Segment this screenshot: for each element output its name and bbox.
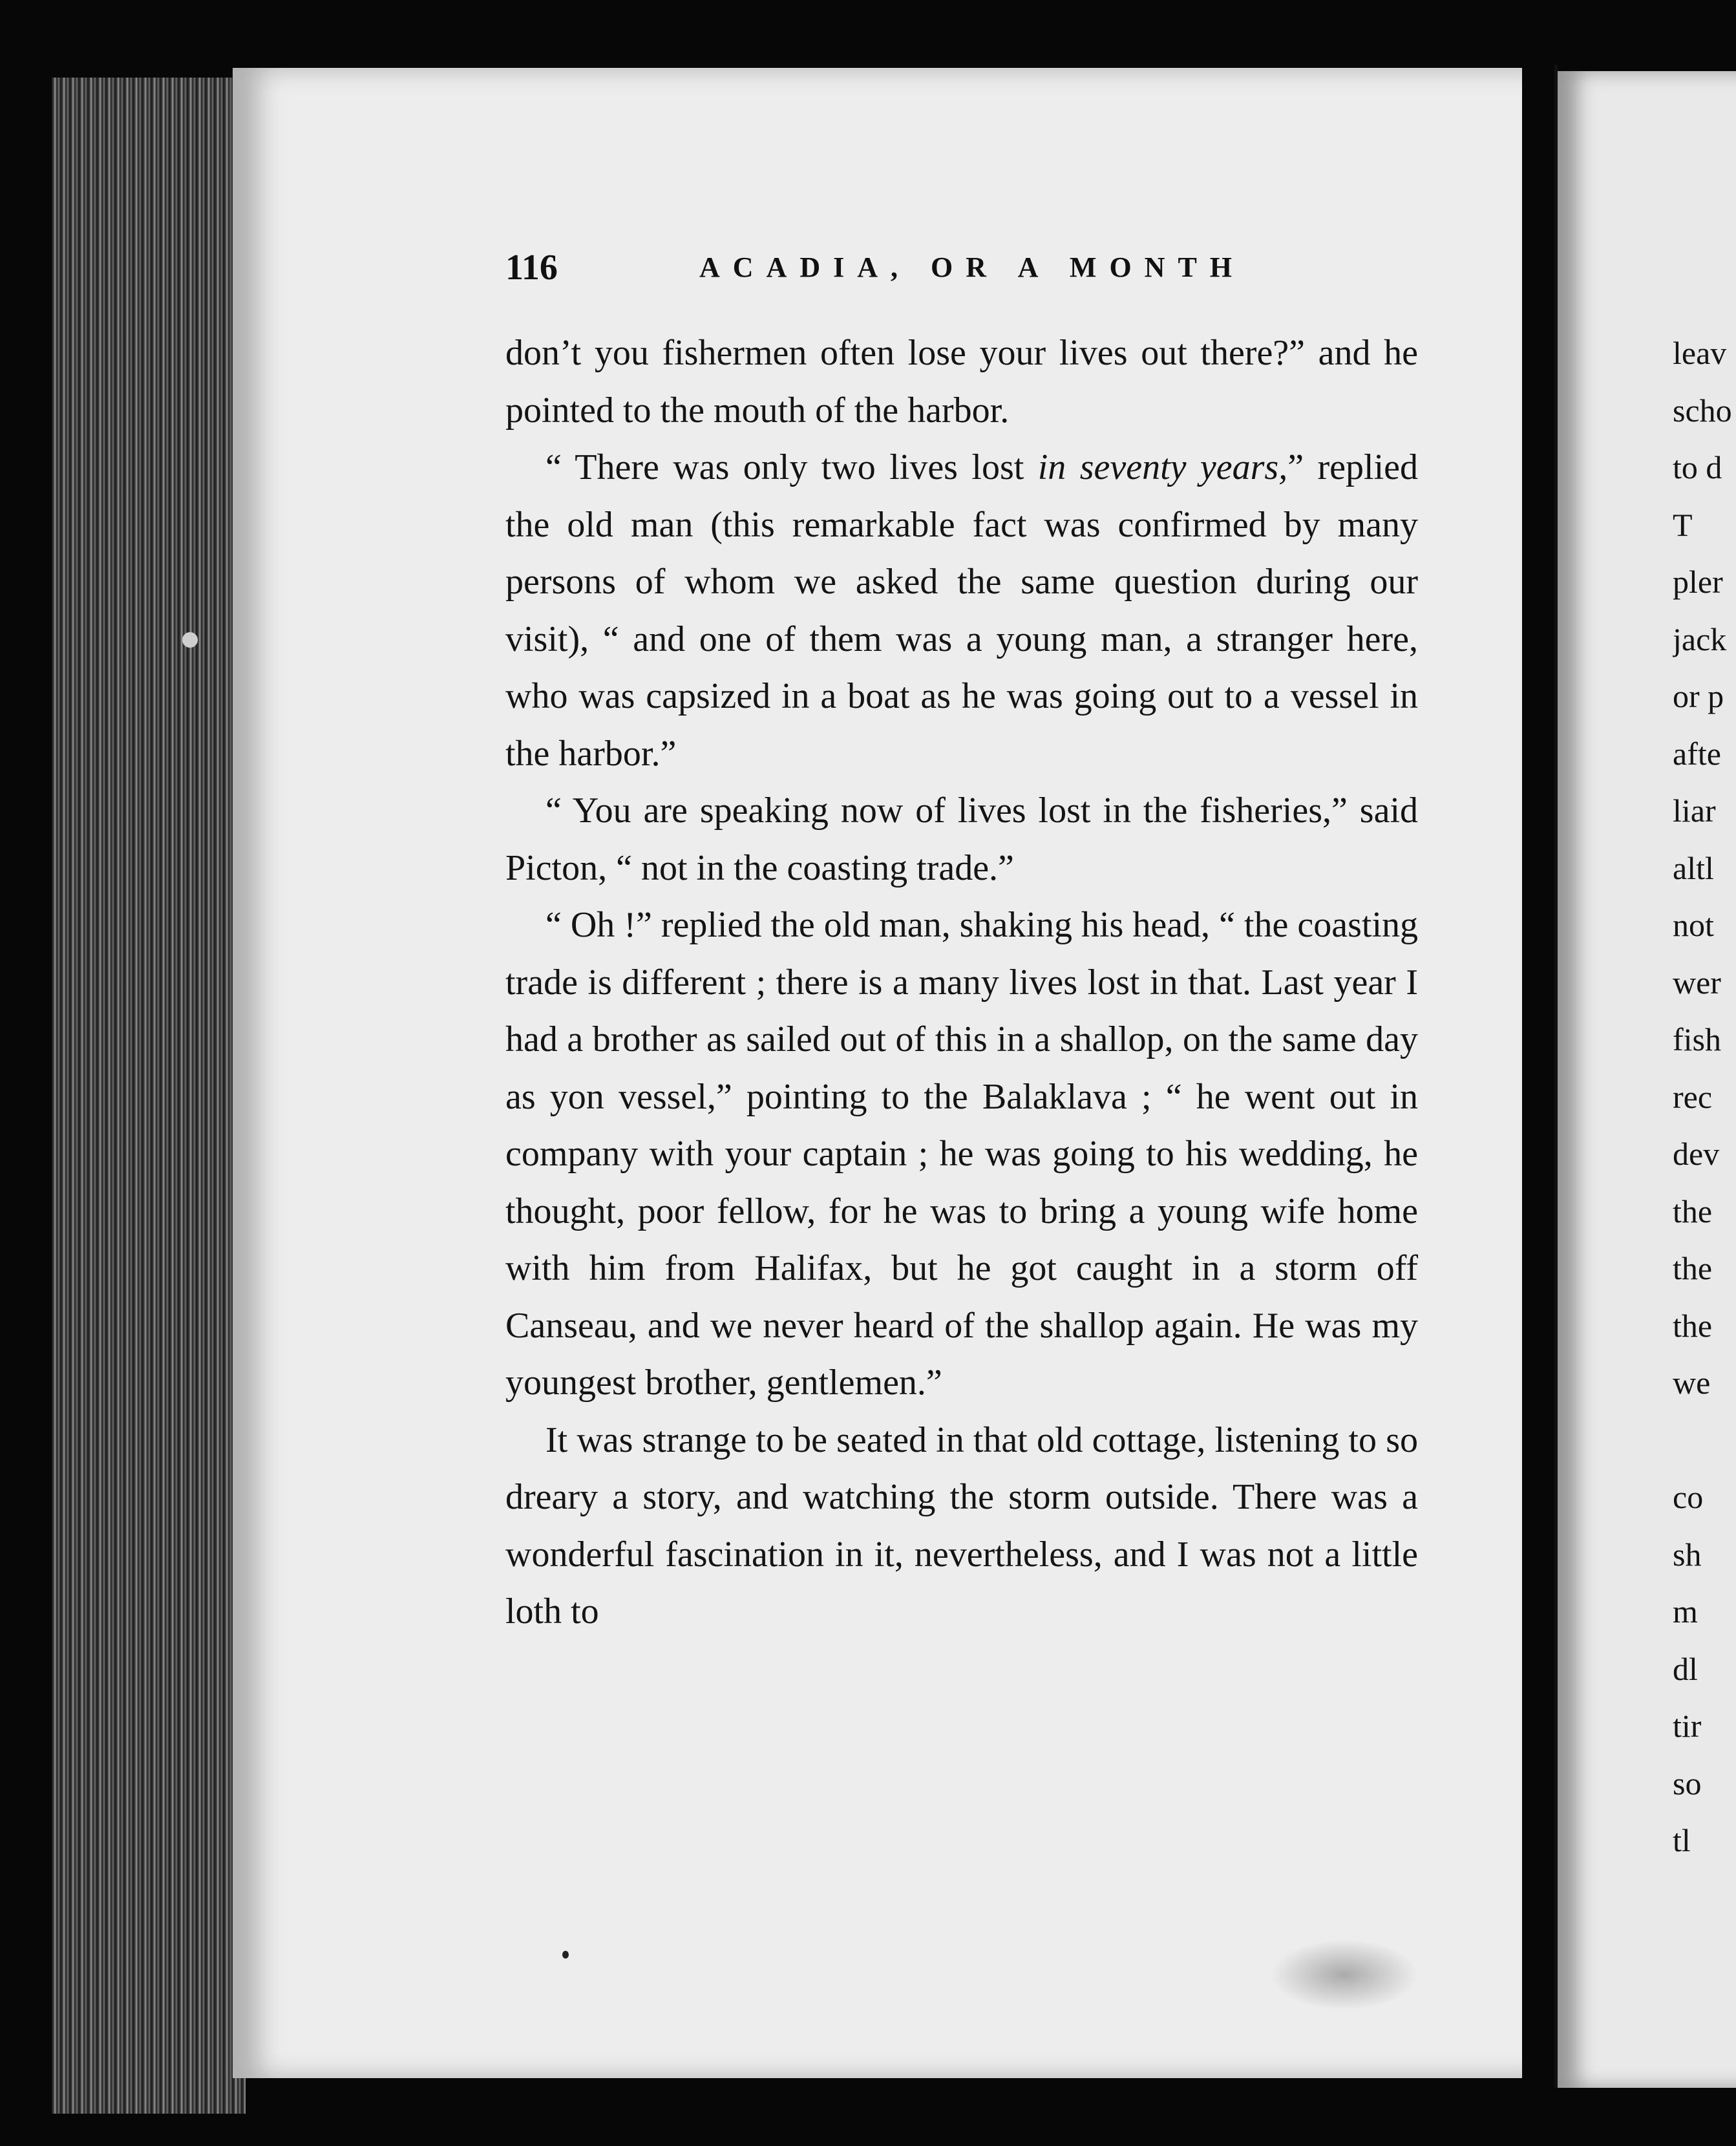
right-page-line-fragment: tl	[1673, 1822, 1691, 1858]
page-header	[505, 247, 1294, 292]
text-run: ” replied the old man (this remarkable fact was confirmed by many persons of whom we asked the same question during our visit), “ and one of them was a young man, a stranger here, who was capsized in a boat as he was going out to a vessel in the harbor.”	[505, 447, 1418, 774]
body-text	[505, 324, 1418, 1641]
right-page-line-fragment: tir	[1673, 1708, 1702, 1744]
text-run: “ There was only two lives lost	[545, 447, 1038, 487]
right-page-line-fragment	[1673, 1412, 1736, 1469]
right-page-line-fragment: fish	[1673, 1021, 1721, 1057]
ink-dot	[562, 1951, 569, 1959]
right-page-line-fragment: T	[1673, 506, 1693, 543]
right-page-line-fragment: pler	[1673, 564, 1723, 600]
right-page-line-fragment: altl	[1673, 849, 1714, 886]
right-page-line-fragment: the	[1673, 1193, 1713, 1229]
ink-smudge	[1270, 1939, 1419, 2010]
right-page-line-fragment: the	[1673, 1250, 1713, 1286]
text-run: don’t you fishermen often lose your lives out there?” and he pointed to the mouth of the harbor.	[505, 333, 1418, 430]
right-page-line-fragment: rec	[1673, 1078, 1713, 1115]
right-page-line-fragment: leav	[1673, 335, 1727, 371]
paragraph	[505, 439, 1418, 782]
paragraph	[505, 1412, 1418, 1641]
right-page-line-fragment: not	[1673, 907, 1714, 943]
running-title: ACADIA, OR A MONTH	[699, 251, 1245, 283]
right-page-line-fragment: m	[1673, 1593, 1698, 1630]
page-number: 116	[505, 248, 558, 288]
right-page-line-fragment: dl	[1673, 1650, 1698, 1687]
paragraph	[505, 324, 1418, 439]
right-page-line-fragment: so	[1673, 1765, 1702, 1801]
right-page-line-fragment: scho	[1673, 392, 1732, 429]
right-page-line-fragment: wer	[1673, 964, 1721, 1001]
book-page-edges	[52, 78, 246, 2114]
right-page-line-fragment: to d	[1673, 449, 1722, 485]
right-page-line-fragment: afte	[1673, 735, 1721, 772]
right-page-line-fragment: jack	[1673, 621, 1727, 657]
right-page-text-fragments	[1673, 324, 1736, 1869]
italic-text: in seventy years,	[1037, 447, 1288, 487]
right-page-line-fragment: sh	[1673, 1536, 1702, 1573]
paragraph	[505, 897, 1418, 1412]
right-page-line-fragment: liar	[1673, 792, 1716, 829]
margin-spot	[182, 632, 198, 648]
text-run: “ Oh !” replied the old man, shaking his head, “ the coasting trade is different ; there is a many lives lost in that. Last year I had a brother as sailed out of this in a shallop, on the same day as yon vessel,” pointing to the Balaklava ; “ he went out in company with your captain ; he was going to his wedding, he thought, poor fellow, for he was to bring a young wife home with him from Halifax, but he got caught in a storm off Canseau, and we never heard of the shallop again. He was my youngest brother, gentlemen.”	[505, 905, 1418, 1403]
right-page-line-fragment: the	[1673, 1307, 1713, 1344]
right-page-line-fragment: co	[1673, 1479, 1704, 1515]
text-run: It was strange to be seated in that old cottage, listening to so dreary a story, and watching the storm outside. There was a wonderful fascination in it, nevertheless, and I was not a little loth to	[505, 1419, 1418, 1631]
right-page-line-fragment: or p	[1673, 678, 1724, 714]
right-page-line-fragment: dev	[1673, 1136, 1720, 1172]
right-page-line-fragment: we	[1673, 1365, 1711, 1401]
paragraph	[505, 782, 1418, 897]
text-run: “ You are speaking now of lives lost in the fisheries,” said Picton, “ not in the coasting trade.”	[505, 791, 1418, 888]
